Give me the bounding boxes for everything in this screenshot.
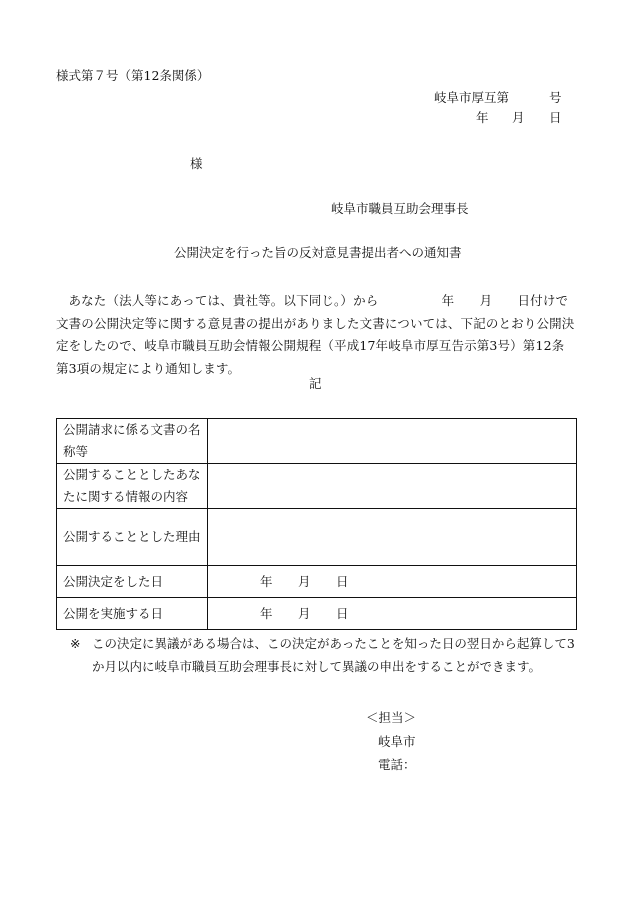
contact-heading: ＜担当＞ xyxy=(366,710,417,725)
table-row xyxy=(57,464,577,509)
note-text: この決定に異議がある場合は、この決定があったことを知った日の翌日から起算して3か月以内に岐阜市職員互助会理事長に対して異議の申出をすることができます。 xyxy=(92,636,575,674)
table-row xyxy=(57,598,577,630)
doc-number-prefix: 岐阜市厚互第 xyxy=(434,90,510,105)
ki-heading: 記 xyxy=(309,376,322,391)
row-label: 公開することとした理由 xyxy=(57,509,208,566)
row-label: 公開請求に係る文書の名称等 xyxy=(57,419,208,464)
date-year: 年 xyxy=(476,110,489,125)
note-mark: ※ xyxy=(70,636,81,651)
note-block xyxy=(70,633,580,678)
date-month: 月 xyxy=(512,110,525,125)
date-day: 日 xyxy=(549,110,562,125)
decision-date-cell xyxy=(208,566,577,598)
row-label: 公開することとしたあなたに関する情報の内容 xyxy=(57,464,208,509)
implementation-date-day: 日 xyxy=(336,605,349,621)
form-number: 様式第７号（第12条関係） xyxy=(56,68,210,83)
decision-date-day: 日 xyxy=(336,573,349,589)
decision-date-month: 月 xyxy=(298,573,311,589)
addressee-honorific: 様 xyxy=(190,156,203,171)
row-label: 公開決定をした日 xyxy=(57,566,208,598)
row-value xyxy=(208,509,577,566)
decision-date-year: 年 xyxy=(260,573,273,589)
doc-number-suffix: 号 xyxy=(549,90,562,105)
implementation-date-cell xyxy=(208,598,577,630)
implementation-date-year: 年 xyxy=(260,605,273,621)
table-row xyxy=(57,509,577,566)
info-table xyxy=(56,418,577,630)
contact-department: 岐阜市 xyxy=(378,734,416,749)
sender: 岐阜市職員互助会理事長 xyxy=(331,201,469,216)
contact-phone-label: 電話： xyxy=(378,757,416,772)
body-text: あなた（法人等にあっては、貴社等。以下同じ。）から 年 月 日付けで文書の公開決定等に関する意見書の提出がありました文書については、下記のとおり公開決定をしたので、岐阜市職員互助会情報公開規程（平成17年岐阜市厚互告示第3号）第12条第3項の規定により通知します。 xyxy=(56,293,575,376)
row-value xyxy=(208,419,577,464)
row-value xyxy=(208,464,577,509)
row-label: 公開を実施する日 xyxy=(57,598,208,630)
table-row xyxy=(57,566,577,598)
implementation-date-month: 月 xyxy=(298,605,311,621)
document-title: 公開決定を行った旨の反対意見書提出者への通知書 xyxy=(174,245,462,260)
table-row xyxy=(57,419,577,464)
body-paragraph xyxy=(56,290,576,380)
